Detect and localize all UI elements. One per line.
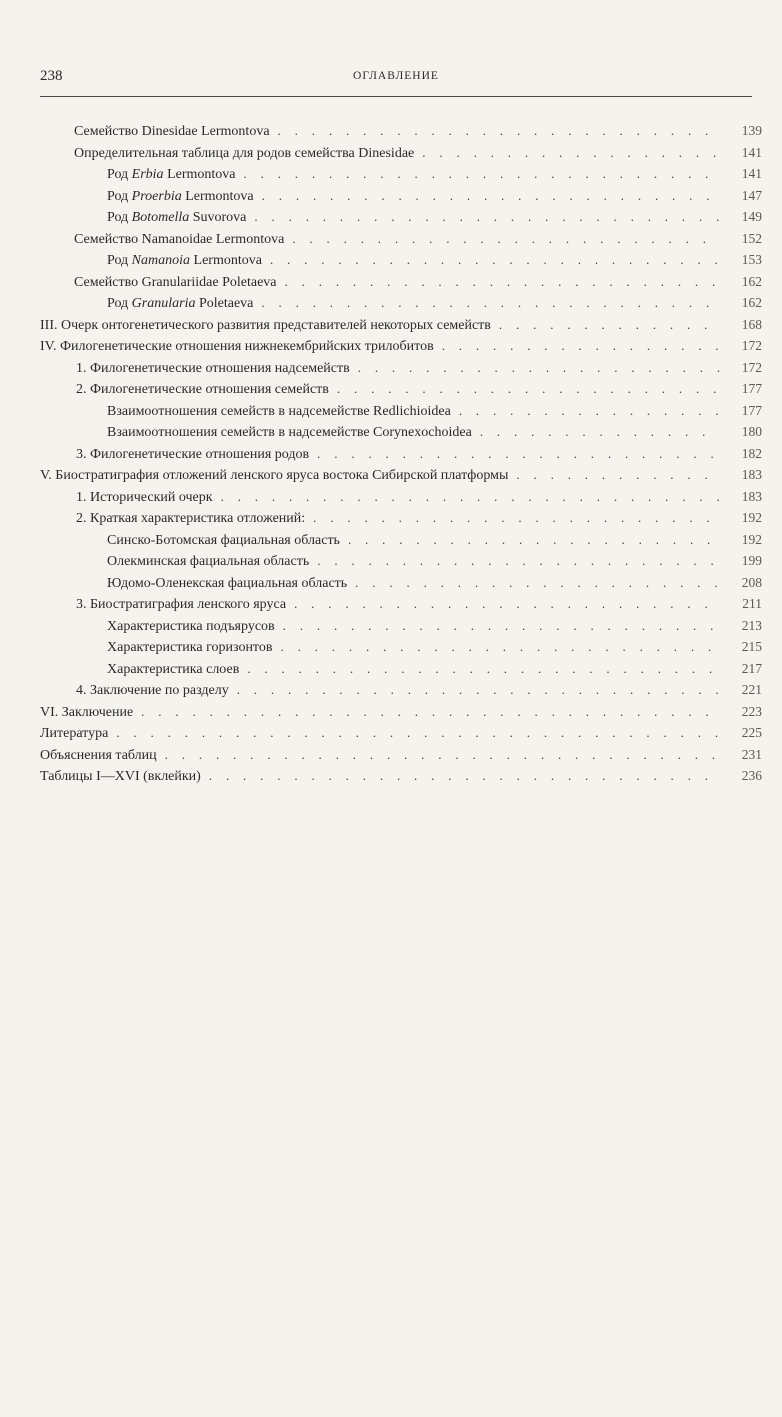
toc-entry[interactable] (40, 400, 762, 422)
toc-entry[interactable] (40, 722, 762, 744)
toc-entry-page: 153 (741, 252, 762, 267)
dot-leader (317, 550, 720, 572)
toc-entry-page: 236 (741, 768, 762, 783)
toc-entry-title: 1. Исторический очерк (76, 489, 213, 505)
toc-entry-page: 183 (741, 467, 762, 482)
dot-leader (459, 400, 720, 422)
toc-entry[interactable] (40, 378, 762, 400)
toc-entry[interactable] (40, 615, 762, 637)
toc-entry-page: 177 (741, 381, 762, 396)
toc-entry[interactable] (40, 142, 762, 164)
dot-leader (283, 615, 720, 637)
dot-leader (278, 120, 720, 142)
toc-entry-author: Lermontova (163, 167, 236, 182)
toc-entry-page: 231 (741, 746, 762, 762)
toc-entry-page: 177 (741, 402, 762, 418)
toc-entry-title: IV. Филогенетические отношения нижнекембрийских трилобитов (40, 339, 434, 354)
toc-entry-title: 3. Биостратиграфия ленского яруса (76, 597, 287, 612)
toc-entry-page: 192 (741, 510, 762, 525)
toc-entry-title: Семейство Dinesidae Lermontova (74, 124, 270, 139)
toc-entry-page: 223 (741, 703, 762, 719)
toc-entry-page: 199 (741, 553, 762, 568)
toc-entry-title: VI. Заключение (40, 704, 134, 720)
toc-entry-title: Литература (40, 726, 109, 741)
toc-entry-genus: Erbia (131, 167, 164, 182)
toc-entry-genus: Granularia (131, 296, 196, 311)
toc-entry-title: Олекминская фациальная область (107, 554, 310, 569)
toc-entry-author: Suvorova (189, 210, 247, 225)
toc-entry[interactable] (40, 443, 762, 465)
toc-entry-title: Характеристика подъярусов (107, 618, 275, 634)
toc-entry-title: Синско-Ботомская фациальная область (107, 532, 340, 548)
dot-leader (243, 163, 720, 185)
dot-leader (116, 722, 720, 744)
table-of-contents (40, 120, 762, 787)
toc-entry[interactable] (40, 228, 762, 250)
toc-entry-title: Определительная таблица для родов семейства Dinesidae (74, 145, 415, 161)
dot-leader (337, 378, 720, 400)
dot-leader (221, 486, 720, 508)
toc-entry-page: 172 (741, 359, 762, 375)
dot-leader (358, 357, 720, 379)
toc-entry-page: 217 (741, 660, 762, 676)
toc-entry-title: Семейство Namanoidae Lermontova (74, 231, 285, 247)
dot-leader (141, 701, 720, 723)
toc-entry-page: 183 (741, 488, 762, 504)
page-number: 238 (40, 68, 63, 84)
toc-entry-title: Юдомо-Оленекская фациальная область (107, 575, 348, 591)
running-title: ОГЛАВЛЕНИЕ (353, 70, 439, 82)
toc-entry-title: 3. Филогенетические отношения родов (76, 446, 310, 462)
dot-leader (480, 421, 720, 443)
dot-leader (165, 744, 720, 766)
toc-entry[interactable] (40, 529, 762, 551)
dot-leader (247, 658, 720, 680)
toc-entry-title: 4. Заключение по разделу (76, 683, 229, 698)
toc-entry[interactable] (40, 292, 762, 314)
toc-entry-author: Poletaeva (195, 296, 254, 311)
toc-entry-page: 162 (741, 295, 762, 310)
toc-entry-title: 1. Филогенетические отношения надсемейств (76, 360, 350, 376)
toc-entry[interactable] (40, 658, 762, 680)
toc-entry[interactable] (40, 765, 762, 787)
toc-entry-page: 213 (741, 617, 762, 633)
toc-entry-page: 149 (741, 209, 762, 224)
toc-entry-prefix: Род (107, 167, 132, 182)
toc-entry-title: 2. Краткая характеристика отложений: (76, 511, 306, 526)
toc-entry-page: 168 (741, 316, 762, 332)
toc-entry-genus: Proerbia (131, 188, 182, 204)
toc-entry[interactable] (40, 744, 762, 766)
toc-entry-prefix: Род (107, 253, 132, 268)
toc-entry-title (107, 293, 253, 315)
toc-entry[interactable] (40, 185, 762, 207)
toc-entry-title: V. Биостратиграфия отложений ленского яруса востока Сибирской платформы (40, 468, 509, 483)
toc-entry-genus: Botomella (131, 210, 190, 225)
dot-leader (292, 228, 720, 250)
toc-entry[interactable] (40, 464, 762, 486)
dot-leader (516, 464, 720, 486)
toc-entry-page: 211 (742, 596, 762, 611)
toc-entry-page: 192 (741, 531, 762, 547)
dot-leader (294, 593, 720, 615)
toc-entry-page: 141 (741, 166, 762, 181)
toc-entry-page: 141 (741, 144, 762, 160)
toc-entry-page: 182 (741, 445, 762, 461)
toc-entry[interactable] (40, 120, 762, 142)
toc-entry[interactable] (40, 593, 762, 615)
toc-entry-title (107, 207, 246, 229)
toc-entry-prefix: Род (107, 296, 132, 311)
toc-entry[interactable] (40, 357, 762, 379)
header-rule (40, 96, 752, 97)
toc-entry-title: Взаимоотношения семейств в надсемействе Corynexochoidea (107, 425, 472, 440)
toc-entry-page: 180 (741, 424, 762, 439)
toc-entry-page: 139 (741, 123, 762, 138)
toc-entry-page: 147 (741, 187, 762, 203)
toc-entry[interactable] (40, 335, 762, 357)
toc-entry-prefix: Род (107, 188, 132, 204)
toc-entry-title (107, 186, 254, 208)
toc-entry[interactable] (40, 163, 762, 185)
toc-entry[interactable] (40, 249, 762, 271)
page-header (40, 68, 752, 88)
toc-entry-title: Характеристика горизонтов (107, 640, 273, 655)
toc-entry-title: Характеристика слоев (107, 661, 240, 677)
toc-entry[interactable] (40, 636, 762, 658)
toc-entry[interactable] (40, 486, 762, 508)
toc-entry-page: 162 (741, 273, 762, 289)
toc-entry-page: 152 (741, 230, 762, 246)
dot-leader (313, 507, 720, 529)
dot-leader (261, 292, 720, 314)
toc-entry-title: III. Очерк онтогенетического развития представителей некоторых семейств (40, 317, 491, 333)
toc-entry-prefix: Род (107, 210, 132, 225)
toc-entry-title: 2. Филогенетические отношения семейств (76, 382, 329, 397)
toc-entry[interactable] (40, 572, 762, 594)
toc-entry-page: 208 (741, 574, 762, 590)
toc-entry-author: Lermontova (190, 253, 262, 268)
dot-leader (237, 679, 720, 701)
toc-entry[interactable] (40, 314, 762, 336)
toc-entry-genus: Namanoia (131, 253, 191, 268)
toc-entry[interactable] (40, 421, 762, 443)
dot-leader (262, 185, 720, 207)
toc-entry-page: 225 (741, 725, 762, 740)
dot-leader (422, 142, 720, 164)
dot-leader (270, 249, 720, 271)
dot-leader (499, 314, 720, 336)
toc-entry[interactable] (40, 206, 762, 228)
toc-entry-page: 172 (741, 338, 762, 353)
toc-entry-page: 215 (741, 639, 762, 654)
toc-entry-title: Объяснения таблиц (40, 747, 157, 763)
dot-leader (442, 335, 720, 357)
toc-entry-title (107, 250, 262, 272)
toc-entry-page: 221 (741, 682, 762, 697)
toc-entry-title: Взаимоотношения семейств в надсемействе Redlichioidea (107, 403, 451, 419)
toc-entry-title: Таблицы I—XVI (вклейки) (40, 769, 201, 784)
dot-leader (280, 636, 720, 658)
toc-entry-title (107, 164, 235, 186)
toc-entry[interactable] (40, 701, 762, 723)
toc-entry[interactable] (40, 550, 762, 572)
toc-entry[interactable] (40, 271, 762, 293)
dot-leader (317, 443, 720, 465)
dot-leader (254, 206, 720, 228)
dot-leader (355, 572, 720, 594)
toc-entry[interactable] (40, 507, 762, 529)
dot-leader (285, 271, 720, 293)
dot-leader (209, 765, 720, 787)
toc-entry-author: Lermontova (181, 188, 254, 204)
dot-leader (348, 529, 720, 551)
toc-entry[interactable] (40, 679, 762, 701)
toc-entry-title: Семейство Granulariidae Poletaeva (74, 274, 277, 290)
